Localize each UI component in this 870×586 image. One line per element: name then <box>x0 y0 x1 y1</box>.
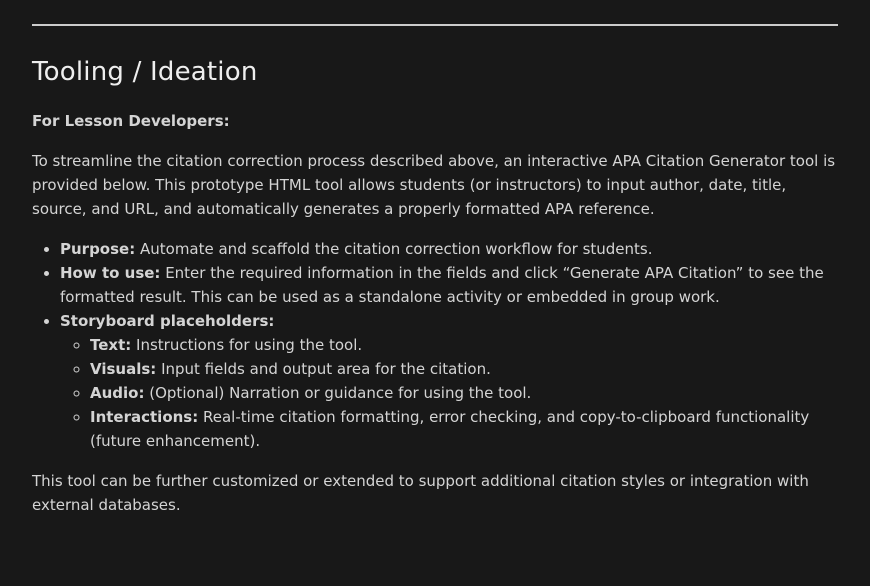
sublist-item-visuals <box>90 357 838 381</box>
list-item-how-to-use <box>60 261 838 309</box>
top-divider <box>32 24 838 26</box>
feature-list <box>32 237 838 453</box>
sublist-item-text-content: Input fields and output area for the citation. <box>156 359 491 378</box>
outro-paragraph: This tool can be further customized or extended to support additional citation styles or integration with external databases. <box>32 471 809 514</box>
list-item-label: Purpose: <box>60 239 136 258</box>
sublist-item-label: Text: <box>90 335 132 354</box>
sublist-item-text <box>90 333 838 357</box>
sublist-item-interactions <box>90 405 838 453</box>
storyboard-sublist <box>60 333 838 453</box>
list-item-text: Enter the required information in the fields and click “Generate APA Citation” to see the formatted result. This can be used as a standalone activity or embedded in group work. <box>60 263 824 306</box>
list-item-text: Automate and scaffold the citation correction workflow for students. <box>135 239 653 258</box>
document-page <box>0 24 870 517</box>
list-item-label: How to use: <box>60 263 161 282</box>
list-item-storyboard-placeholders <box>60 309 838 453</box>
list-item-label: Storyboard placeholders: <box>60 311 275 330</box>
list-item-purpose <box>60 237 838 261</box>
sublist-item-text-content: Real-time citation formatting, error checking, and copy-to-clipboard functionality (future enhancement). <box>90 407 810 450</box>
sublist-item-text-content: Instructions for using the tool. <box>131 335 363 354</box>
sublist-item-label: Interactions: <box>90 407 199 426</box>
sublist-item-label: Audio: <box>90 383 145 402</box>
sublist-item-text-content: (Optional) Narration or guidance for using the tool. <box>144 383 532 402</box>
intro-paragraph: To streamline the citation correction process described above, an interactive APA Citation Generator tool is provided below. This prototype HTML tool allows students (or instructors) to input author, date, title, source, and URL, and automatically generates a properly formatted APA reference. <box>32 151 836 218</box>
audience-subtitle: For Lesson Developers: <box>32 111 230 130</box>
page-title: Tooling / Ideation <box>32 57 258 87</box>
sublist-item-label: Visuals: <box>90 359 157 378</box>
sublist-item-audio <box>90 381 838 405</box>
